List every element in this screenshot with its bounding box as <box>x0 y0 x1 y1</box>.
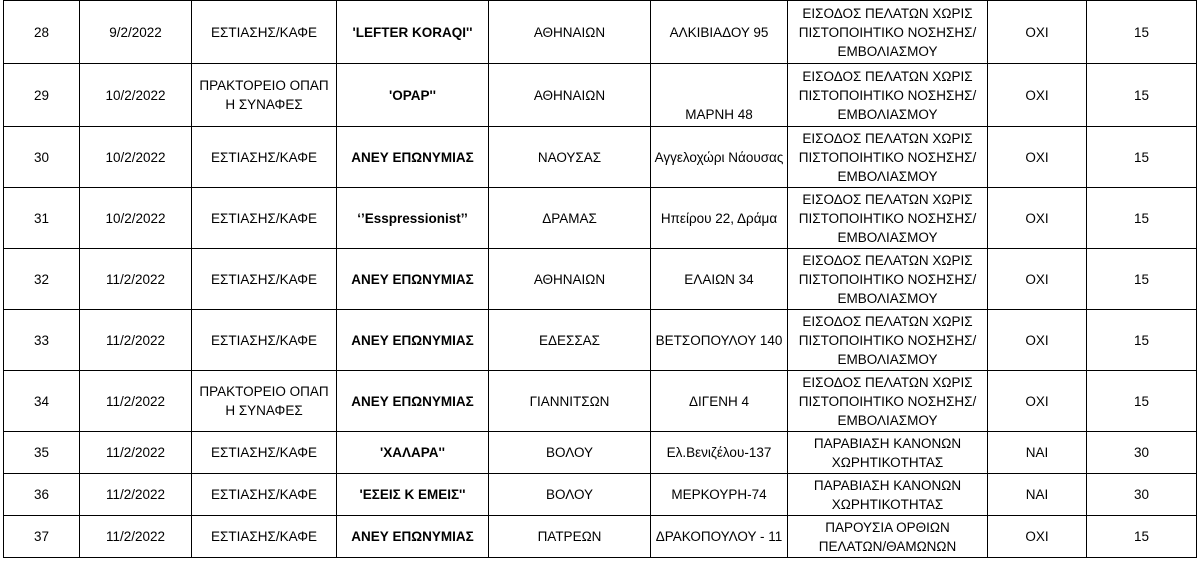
date-cell: 11/2/2022 <box>80 249 192 310</box>
address-cell: ΔΡΑΚΟΠΟΥΛΟΥ - 11 <box>651 516 788 558</box>
days-cell: 15 <box>1087 1 1197 64</box>
date-cell: 11/2/2022 <box>80 432 192 474</box>
business-name-cell: ΑΝΕΥ ΕΠΩΝΥΜΙΑΣ <box>337 249 489 310</box>
business-type-cell: ΕΣΤΙΑΣΗΣ/ΚΑΦΕ <box>192 188 337 249</box>
violations-table <box>3 0 1197 558</box>
date-cell: 9/2/2022 <box>80 1 192 64</box>
address-cell: ΕΛΑΙΩΝ 34 <box>651 249 788 310</box>
table-row <box>4 64 1197 127</box>
address-cell: Ηπείρου 22, Δράμα <box>651 188 788 249</box>
municipality-cell: ΔΡΑΜΑΣ <box>489 188 651 249</box>
closure-cell: ΟΧΙ <box>988 371 1087 432</box>
row-number: 31 <box>4 188 80 249</box>
business-name-cell: 'ΟΡΑΡ'' <box>337 64 489 127</box>
date-cell: 11/2/2022 <box>80 474 192 516</box>
violation-cell: ΕΙΣΟΔΟΣ ΠΕΛΑΤΩΝ ΧΩΡΙΣ ΠΙΣΤΟΠΟΙΗΤΙΚΟ ΝΟΣΗΣΗΣ/ΕΜΒΟΛΙΑΣΜΟΥ <box>788 371 988 432</box>
table-row <box>4 516 1197 558</box>
date-cell: 11/2/2022 <box>80 310 192 371</box>
closure-cell: ΟΧΙ <box>988 1 1087 64</box>
municipality-cell: ΒΟΛΟΥ <box>489 432 651 474</box>
business-name-cell: 'ΕΣΕΙΣ Κ ΕΜΕΙΣ'' <box>337 474 489 516</box>
table-row <box>4 474 1197 516</box>
date-cell: 11/2/2022 <box>80 371 192 432</box>
closure-cell: ΟΧΙ <box>988 249 1087 310</box>
row-number: 34 <box>4 371 80 432</box>
business-name-cell: ΑΝΕΥ ΕΠΩΝΥΜΙΑΣ <box>337 127 489 188</box>
violation-cell: ΕΙΣΟΔΟΣ ΠΕΛΑΤΩΝ ΧΩΡΙΣ ΠΙΣΤΟΠΟΙΗΤΙΚΟ ΝΟΣΗΣΗΣ/ΕΜΒΟΛΙΑΣΜΟΥ <box>788 64 988 127</box>
row-number: 35 <box>4 432 80 474</box>
address-cell: ΜΑΡΝΗ 48 <box>651 64 788 127</box>
address-cell: Αγγελοχώρι Νάουσας <box>651 127 788 188</box>
business-type-cell: ΕΣΤΙΑΣΗΣ/ΚΑΦΕ <box>192 432 337 474</box>
days-cell: 15 <box>1087 310 1197 371</box>
municipality-cell: ΑΘΗΝΑΙΩΝ <box>489 249 651 310</box>
address-cell: ΑΛΚΙΒΙΑΔΟΥ 95 <box>651 1 788 64</box>
business-name-cell: 'LEFTER KORAQI'' <box>337 1 489 64</box>
date-cell: 10/2/2022 <box>80 64 192 127</box>
municipality-cell: ΠΑΤΡΕΩΝ <box>489 516 651 558</box>
business-name-cell: ΑΝΕΥ ΕΠΩΝΥΜΙΑΣ <box>337 310 489 371</box>
business-type-cell: ΠΡΑΚΤΟΡΕΙΟ ΟΠΑΠ Η ΣΥΝΑΦΕΣ <box>192 371 337 432</box>
business-name-cell: ΑΝΕΥ ΕΠΩΝΥΜΙΑΣ <box>337 371 489 432</box>
days-cell: 30 <box>1087 474 1197 516</box>
address-cell: ΔΙΓΕΝΗ 4 <box>651 371 788 432</box>
violation-cell: ΠΑΡΟΥΣΙΑ ΟΡΘΙΩΝ ΠΕΛΑΤΩΝ/ΘΑΜΩΝΩΝ <box>788 516 988 558</box>
row-number: 29 <box>4 64 80 127</box>
municipality-cell: ΓΙΑΝΝΙΤΣΩΝ <box>489 371 651 432</box>
table-row <box>4 127 1197 188</box>
violation-cell: ΕΙΣΟΔΟΣ ΠΕΛΑΤΩΝ ΧΩΡΙΣ ΠΙΣΤΟΠΟΙΗΤΙΚΟ ΝΟΣΗΣΗΣ/ΕΜΒΟΛΙΑΣΜΟΥ <box>788 188 988 249</box>
business-name-cell: 'ΧΑΛΑΡΑ'' <box>337 432 489 474</box>
table-row <box>4 371 1197 432</box>
business-name-cell: ‘’Esspressionist’’ <box>337 188 489 249</box>
row-number: 37 <box>4 516 80 558</box>
municipality-cell: ΕΔΕΣΣΑΣ <box>489 310 651 371</box>
days-cell: 15 <box>1087 188 1197 249</box>
address-cell: ΜΕΡΚΟΥΡΗ-74 <box>651 474 788 516</box>
days-cell: 15 <box>1087 516 1197 558</box>
date-cell: 10/2/2022 <box>80 127 192 188</box>
business-type-cell: ΕΣΤΙΑΣΗΣ/ΚΑΦΕ <box>192 1 337 64</box>
business-type-cell: ΠΡΑΚΤΟΡΕΙΟ ΟΠΑΠ Η ΣΥΝΑΦΕΣ <box>192 64 337 127</box>
days-cell: 15 <box>1087 127 1197 188</box>
date-cell: 10/2/2022 <box>80 188 192 249</box>
date-cell: 11/2/2022 <box>80 516 192 558</box>
days-cell: 15 <box>1087 64 1197 127</box>
table-row <box>4 310 1197 371</box>
municipality-cell: ΑΘΗΝΑΙΩΝ <box>489 1 651 64</box>
violation-cell: ΕΙΣΟΔΟΣ ΠΕΛΑΤΩΝ ΧΩΡΙΣ ΠΙΣΤΟΠΟΙΗΤΙΚΟ ΝΟΣΗΣΗΣ/ΕΜΒΟΛΙΑΣΜΟΥ <box>788 1 988 64</box>
business-type-cell: ΕΣΤΙΑΣΗΣ/ΚΑΦΕ <box>192 127 337 188</box>
table-row <box>4 188 1197 249</box>
row-number: 36 <box>4 474 80 516</box>
closure-cell: ΝΑΙ <box>988 474 1087 516</box>
closure-cell: ΟΧΙ <box>988 188 1087 249</box>
violation-cell: ΕΙΣΟΔΟΣ ΠΕΛΑΤΩΝ ΧΩΡΙΣ ΠΙΣΤΟΠΟΙΗΤΙΚΟ ΝΟΣΗΣΗΣ/ΕΜΒΟΛΙΑΣΜΟΥ <box>788 127 988 188</box>
violation-cell: ΕΙΣΟΔΟΣ ΠΕΛΑΤΩΝ ΧΩΡΙΣ ΠΙΣΤΟΠΟΙΗΤΙΚΟ ΝΟΣΗΣΗΣ/ΕΜΒΟΛΙΑΣΜΟΥ <box>788 249 988 310</box>
days-cell: 15 <box>1087 371 1197 432</box>
closure-cell: ΝΑΙ <box>988 432 1087 474</box>
address-cell: Ελ.Βενιζέλου-137 <box>651 432 788 474</box>
table-row <box>4 1 1197 64</box>
closure-cell: ΟΧΙ <box>988 310 1087 371</box>
municipality-cell: ΑΘΗΝΑΙΩΝ <box>489 64 651 127</box>
closure-cell: ΟΧΙ <box>988 64 1087 127</box>
violation-cell: ΕΙΣΟΔΟΣ ΠΕΛΑΤΩΝ ΧΩΡΙΣ ΠΙΣΤΟΠΟΙΗΤΙΚΟ ΝΟΣΗΣΗΣ/ΕΜΒΟΛΙΑΣΜΟΥ <box>788 310 988 371</box>
municipality-cell: ΒΟΛΟΥ <box>489 474 651 516</box>
row-number: 30 <box>4 127 80 188</box>
days-cell: 30 <box>1087 432 1197 474</box>
row-number: 32 <box>4 249 80 310</box>
closure-cell: ΟΧΙ <box>988 516 1087 558</box>
table-row <box>4 249 1197 310</box>
days-cell: 15 <box>1087 249 1197 310</box>
row-number: 33 <box>4 310 80 371</box>
business-type-cell: ΕΣΤΙΑΣΗΣ/ΚΑΦΕ <box>192 249 337 310</box>
business-name-cell: ΑΝΕΥ ΕΠΩΝΥΜΙΑΣ <box>337 516 489 558</box>
address-cell: ΒΕΤΣΟΠΟΥΛΟΥ 140 <box>651 310 788 371</box>
business-type-cell: ΕΣΤΙΑΣΗΣ/ΚΑΦΕ <box>192 474 337 516</box>
row-number: 28 <box>4 1 80 64</box>
violation-cell: ΠΑΡΑΒΙΑΣΗ ΚΑΝΟΝΩΝ ΧΩΡΗΤΙΚΟΤΗΤΑΣ <box>788 474 988 516</box>
closure-cell: ΟΧΙ <box>988 127 1087 188</box>
business-type-cell: ΕΣΤΙΑΣΗΣ/ΚΑΦΕ <box>192 516 337 558</box>
violation-cell: ΠΑΡΑΒΙΑΣΗ ΚΑΝΟΝΩΝ ΧΩΡΗΤΙΚΟΤΗΤΑΣ <box>788 432 988 474</box>
table-row <box>4 432 1197 474</box>
municipality-cell: ΝΑΟΥΣΑΣ <box>489 127 651 188</box>
business-type-cell: ΕΣΤΙΑΣΗΣ/ΚΑΦΕ <box>192 310 337 371</box>
